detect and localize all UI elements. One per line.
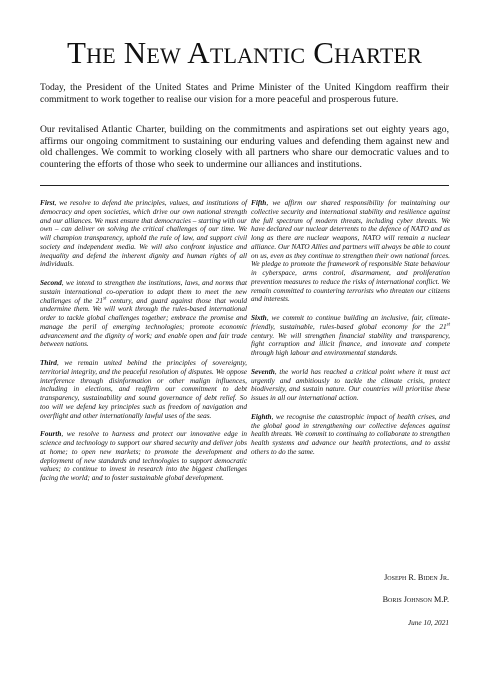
principle-second-lead: Second [40, 279, 62, 287]
principle-fifth-text: , we affirm our shared responsibility for maintaining our collective security and international stability and resilience against the full spectrum of modern threats, including cyber threats. We have declared our nuclear deterrents to the defence of NATO and as long as there are nuclear weapons, NATO will remain a nuclear alliance. Our NATO Allies and partners will always be able to count on us, even as they continue to strengthen their own national forces. We pledge to promote the framework of responsible State behaviour in cyberspace, arms control, disarmament, and proliferation prevention measures to reduce the risks of international conflict. We remain committed to countering terrorists who threaten our citizens and interests. [251, 199, 450, 304]
signature-biden: Joseph R. Biden Jr. [384, 573, 449, 582]
principle-eighth-lead: Eighth [251, 412, 272, 421]
principle-sixth-sup: st [446, 322, 450, 328]
principle-second-text-a: , we intend to strengthen the institutions, laws, and norms that sustain international co-operation to adapt them to meet the new challenges of the 21 [40, 279, 247, 305]
signature-johnson: Boris Johnson M.P. [382, 595, 449, 604]
principle-fourth [40, 430, 247, 483]
principle-sixth [251, 314, 450, 358]
principle-second [40, 279, 247, 349]
principle-fourth-text: , we resolve to harness and protect our innovative edge in science and technology to support our shared security and deliver jobs at home; to open new markets; to promote the development and deployment of new standards and technologies to support democratic values; to continue to invest in research into the biggest challenges facing the world; and to foster sustainable global development. [40, 430, 247, 482]
principle-eighth [251, 413, 450, 457]
principle-eighth-text: , we recognise the catastrophic impact of health crises, and the global good in strengthening our collective defences against health threats. We commit to continuing to collaborate to strengthen health systems and advance our health protections, and to assist others to do the same. [251, 412, 450, 456]
signature-date: June 10, 2021 [407, 618, 449, 627]
principle-second-text-b: century, and guard against those that would undermine them. We will work through the rules-based international order to tackle global challenges together; embrace the promise and manage the peril of emerging technologies; promote economic advancement and the dignity of work; and enable open and fair trade between nations. [40, 296, 247, 349]
principle-third [40, 359, 247, 420]
principle-sixth-lead: Sixth [251, 314, 267, 322]
principle-fifth [251, 199, 450, 304]
principle-third-text: , we remain united behind the principles of sovereignty, territorial integrity, and the peaceful resolution of disputes. We oppose interference through disinformation or other malign influences, including in elections, and reaffirm our commitment to debt transparency, sustainability and sound governance of debt relief. So too will we defend key principles such as freedom of navigation and overflight and other internationally lawful uses of the seas. [40, 359, 247, 420]
intro-paragraph-2: Our revitalised Atlantic Charter, building on the commitments and aspirations set out eighty years ago, affirms our ongoing commitment to sustaining our enduring values and defending them against new and old challenges. We commit to working closely with all partners who share our democratic values and to countering the efforts of those who seek to undermine our alliances and institutions. [40, 124, 449, 170]
left-column [40, 199, 247, 493]
document-title: The New Atlantic Charter [66, 35, 423, 70]
principle-second-sup: st [103, 296, 107, 302]
principle-first [40, 199, 247, 269]
principle-seventh [251, 368, 450, 403]
principle-seventh-text: , the world has reached a critical point where it must act urgently and ambitiously to tackle the climate crisis, protect biodiversity, and sustain nature. Our countries will prioritise these issues in all our international action. [251, 367, 450, 402]
principle-third-lead: Third [40, 359, 57, 367]
principle-first-lead: First [40, 199, 55, 207]
principle-seventh-lead: Seventh [251, 367, 275, 376]
principle-sixth-text-b: century. We will strengthen financial stability and transparency, fight corruption and illicit finance, and innovate and compete through high labour and environmental standards. [251, 331, 450, 357]
principle-sixth-text-a: , we commit to continue building an inclusive, fair, climate-friendly, sustainable, rules-based global economy for the 21 [251, 314, 450, 331]
principle-fourth-lead: Fourth [40, 430, 62, 439]
intro-paragraph-1: Today, the President of the United States and Prime Minister of the United Kingdom reaffirm their commitment to work together to realise our vision for a more peaceful and prosperous future. [40, 82, 449, 105]
section-divider [40, 185, 449, 186]
principle-first-text: , we resolve to defend the principles, values, and institutions of democracy and open societies, which drive our own national strength and our alliances. We must ensure that democracies – starting with our own – can deliver on solving the critical challenges of our time. We will champion transparency, uphold the rule of law, and support civil society and independent media. We will also confront injustice and inequality and defend the inherent dignity and human rights of all individuals. [40, 199, 247, 269]
right-column [251, 199, 450, 467]
principle-fifth-lead: Fifth [251, 199, 267, 207]
